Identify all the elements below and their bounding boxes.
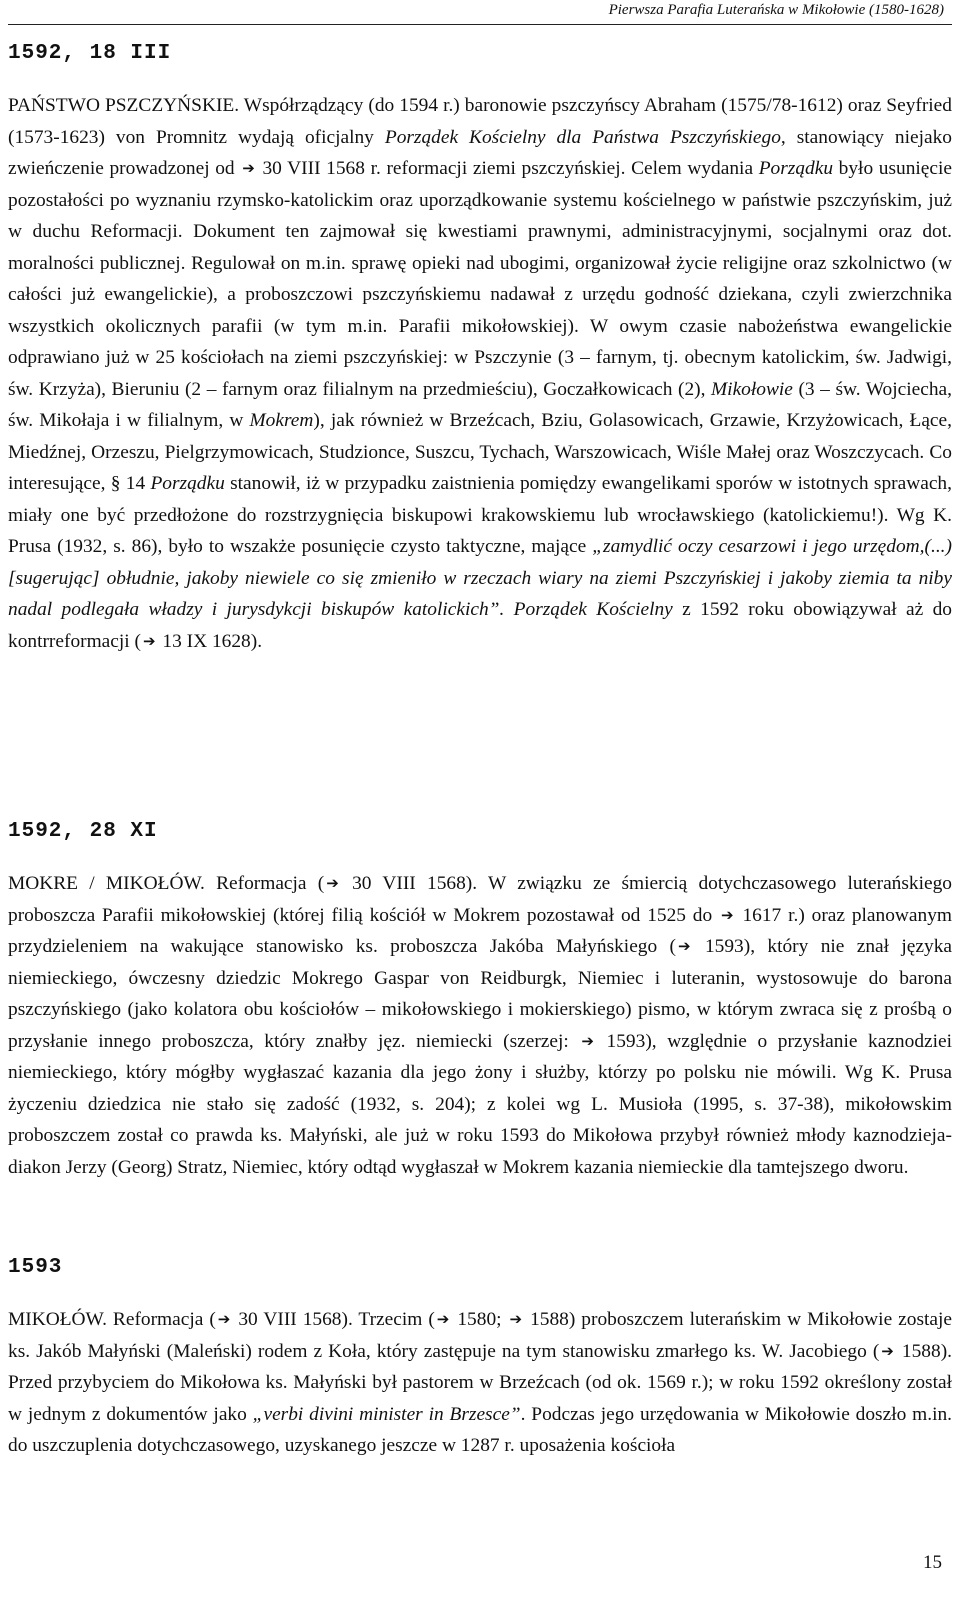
cross-reference-arrow-icon: ➔ xyxy=(581,1031,594,1050)
text-segment: 1617 r.) oraz planowanym przydzieleniem na wakujące stanowisko ks. proboszcza Jakóba Małyńskiego ( xyxy=(8,904,952,957)
text-segment: 30 VIII 1568). Trzecim ( xyxy=(232,1309,435,1330)
page-number: 15 xyxy=(923,1552,942,1573)
text-segment: MOKRE / MIKOŁÓW. Reformacja ( xyxy=(8,873,325,894)
italic-text: Porządku xyxy=(758,158,834,179)
running-head: Pierwsza Parafia Luterańska w Mikołowie (1580-1628) xyxy=(608,2,944,18)
header-rule xyxy=(8,24,952,25)
entry-date: 1592, 28 XI xyxy=(8,820,158,843)
text-segment: 1588). Przed przybyciem do Mikołowa ks. Małyński był pastorem w Brzeźcach (od ok. 1569 r.); w roku 1592 określony został w jednym z dokumentów jako xyxy=(8,1340,953,1425)
entry-text xyxy=(8,1304,952,1462)
entry-text xyxy=(8,90,952,657)
cross-reference-arrow-icon: ➔ xyxy=(509,1310,523,1328)
text-segment: . Podczas jego urzędowania w Mikołowie doszło m.in. do uszczuplenia dotychczasowego, uzyskanego jeszcze w 1287 r. uposażenia kościoła xyxy=(8,1403,952,1456)
text-segment: stanowił, iż w przypadku zaistnienia pomiędzy ewangelikami sporów w istotnych sprawach, miały one być przedłożone do rozstrzygnięcia biskupowi krakowskiemu lub wrocławskiego (katolickiemu!). Wg K. Prusa (1932, s. 86), było to wszakże posunięcie czysto taktyczne, mające xyxy=(8,473,952,557)
italic-text: „verbi divini minister in Brzesce” xyxy=(252,1403,521,1425)
cross-reference-arrow-icon: ➔ xyxy=(326,874,339,892)
text-segment: 1593), który nie znał języka niemieckiego, ówczesny dziedzic Mokrego Gaspar von Reidburgk, Niemiec i luteranin, wystosowuje do barona pszczyńskiego (jako kolatora obu kościołów – mikołowskiego i mokierskiego) pismo, w którym zwraca się z prośbą o przysłanie innego proboszcza, który znałby jęz. niemiecki (szerzej: xyxy=(8,936,952,1052)
text-segment: PAŃSTWO PSZCZYŃSKIE. Współrządzący (do 1594 r.) baronowie pszczyńscy Abraham (1575/78-1612) oraz Seyfried (1573-1623) von Promnitz wydają oficjalny xyxy=(8,95,952,148)
text-segment: 30 VIII 1568). W związku ze śmiercią dotychczasowego luterańskiego proboszcza Parafii mikołowskiej (której filią kościół w Mokrem pozostawał od 1525 do xyxy=(8,873,952,926)
cross-reference-arrow-icon: ➔ xyxy=(142,631,156,650)
text-segment: MIKOŁÓW. Reformacja ( xyxy=(8,1309,216,1330)
italic-text: Porządku xyxy=(150,473,225,494)
entry-date: 1593 xyxy=(8,1256,63,1279)
cross-reference-arrow-icon: ➔ xyxy=(217,1310,231,1328)
italic-text: Mokrem xyxy=(249,410,314,431)
italic-text: „zamydlić oczy cesarzowi i jego urzędom,(...) [sugerując] obłudnie, jakoby niewiele co się zmieniło w rzeczach wiary na ziemi Pszczyńskiej i jakoby ziemia ta niby nadal podlegała władzy i jurysdykcji biskupów katolickich”. Porządek Kościelny xyxy=(8,536,952,620)
italic-text: Mikołowie xyxy=(711,378,793,400)
cross-reference-arrow-icon: ➔ xyxy=(436,1310,450,1328)
text-segment: było usunięcie pozostałości po wyznaniu rzymsko-katolickim oraz uporządkowanie systemu kościelnego w państwie pszczyńskim, już w duchu Reformacji. Dokument ten zajmował się kwestiami prawnymi, administracyjnymi, socjalnymi oraz dot. moralności publicznej. Regulował on m.in. sprawę opieki nad ubogimi, organizował życie religijne oraz szkolnictwo (w całości już ewangelickie), a proboszczowi pszczyńskiemu nadawał z urzędu godność dziekana, czyli zwierzchnika wszystkich okolicznych parafii (w tym m.in. Parafii mikołowskiej). W owym czasie nabożeństwa ewangelickie odprawiano już w 25 kościołach na ziemi pszczyńskiej: w Pszczynie (3 – farnym, tj. obecnym katolickim, św. Jadwigi, św. Krzyża), Bieruniu (2 – farnym oraz filialnym na przedmieściu), Goczałkowicach (2), xyxy=(8,158,953,400)
text-segment: z 1592 roku obowiązywał aż do kontrreformacji ( xyxy=(8,599,952,652)
cross-reference-arrow-icon: ➔ xyxy=(881,1341,894,1360)
text-segment: 1580; xyxy=(451,1309,508,1330)
entry-text xyxy=(8,868,952,1183)
text-segment: 30 VIII 1568 r. reformacji ziemi pszczyńskiej. Celem wydania xyxy=(256,158,759,179)
entry-date: 1592, 18 III xyxy=(8,42,172,65)
cross-reference-arrow-icon: ➔ xyxy=(678,937,691,955)
cross-reference-arrow-icon: ➔ xyxy=(721,905,734,924)
italic-text: Porządek Kościelny dla Państwa Pszczyńskiego xyxy=(384,126,781,148)
text-segment: (3 – św. Wojciecha, św. Mikołaja i w filialnym, w xyxy=(8,378,952,431)
text-segment: ), jak również w Brzeźcach, Bziu, Golasowicach, Grzawie, Krzyżowicach, Łące, Miedźnej, Orzeszu, Pielgrzymowicach, Studzionce, Suszcu, Tychach, Warszowicach, Wiśle Małej oraz Woszczycach. Co interesujące, § 14 xyxy=(8,410,952,494)
text-segment: 1593), względnie o przysłanie kaznodziei niemieckiego, który mógłby wygłaszać kazania dla jego żony i służby, którzy po polsku nie mówili. Wg K. Prusa życzeniu dziedzica nie stało się zadość (1932, s. 204); z kolei wg L. Musioła (1995, s. 37-38), mikołowskim proboszczem został co prawda ks. Małyński, ale już w roku 1593 do Mikołowa przybył również młody kaznodzieja-diakon Jerzy (Georg) Stratz, Niemiec, który odtąd wygłaszał w Mokrem kazania niemieckie dla tamtejszego dworu. xyxy=(8,1030,952,1178)
cross-reference-arrow-icon: ➔ xyxy=(242,159,255,177)
text-segment: 13 IX 1628). xyxy=(157,630,263,652)
text-segment: , stanowiący niejako zwieńczenie prowadzonej od xyxy=(8,126,952,179)
text-segment: 1588) proboszczem luterańskim w Mikołowie zostaje ks. Jakób Małyński (Maleński) rodem z Koła, który zastępuje na tym stanowisku zmarłego ks. W. Jacobiego ( xyxy=(8,1309,952,1362)
